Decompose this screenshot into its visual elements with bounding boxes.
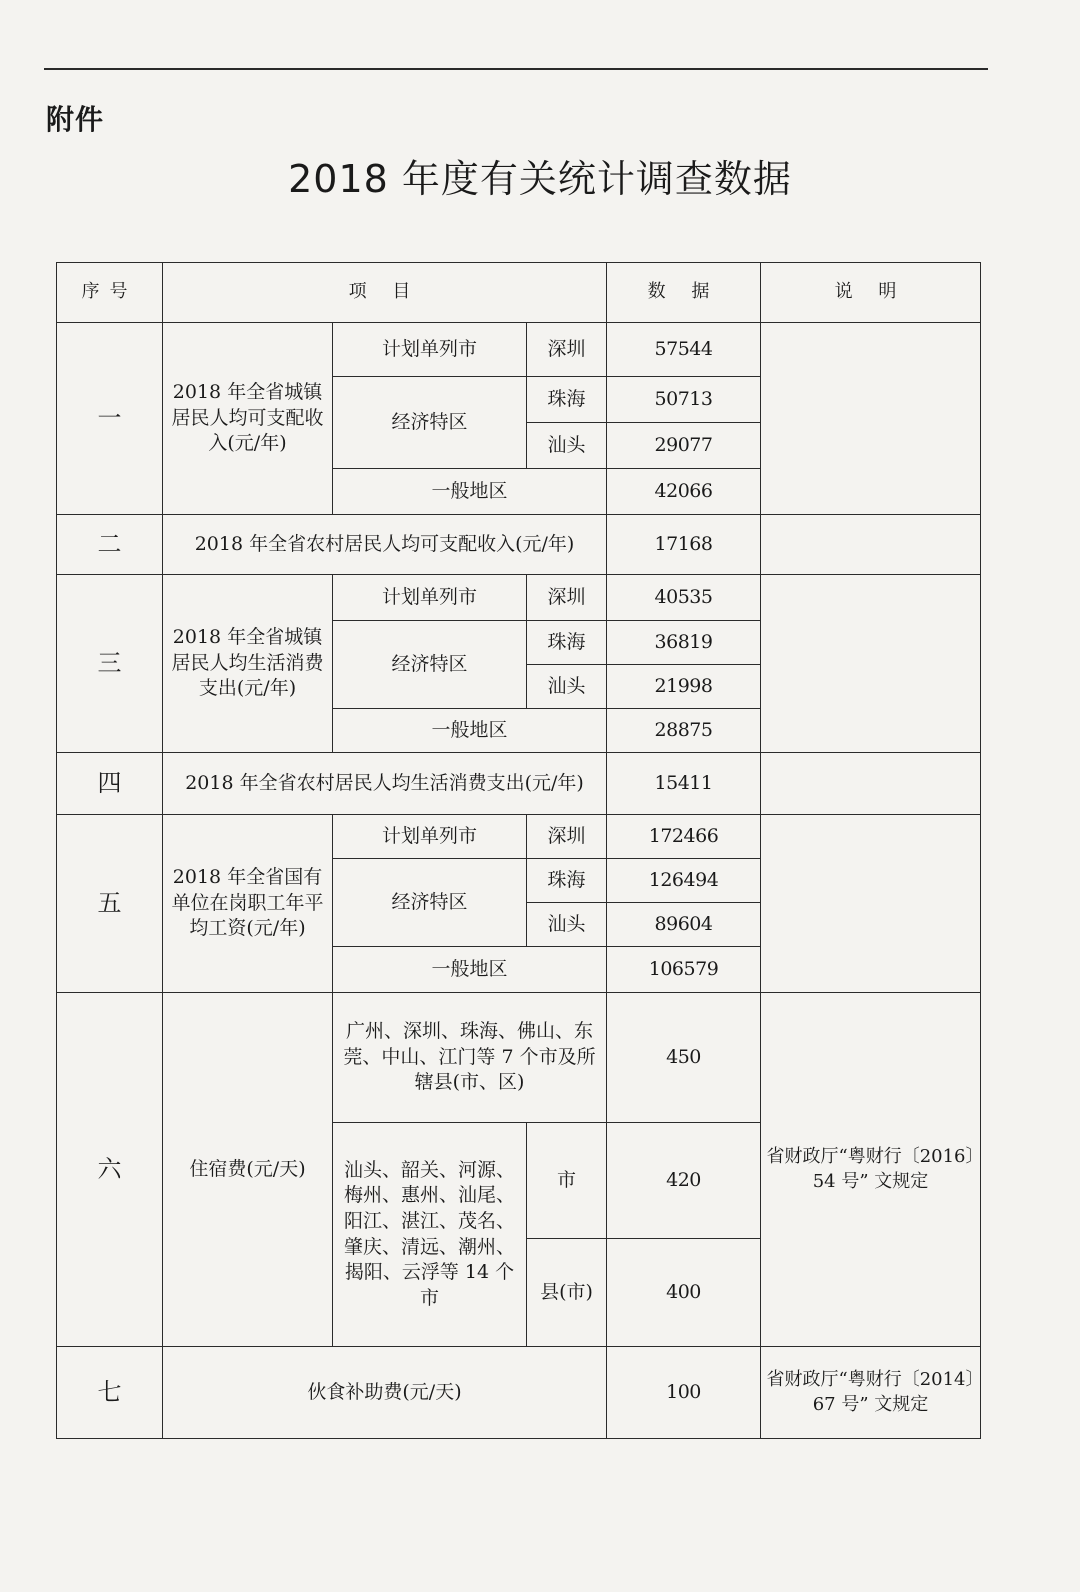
value-cell: 400 xyxy=(607,1239,761,1347)
table-row xyxy=(57,1347,981,1439)
category-plan-city: 计划单列市 xyxy=(333,323,527,377)
row-seq: 四 xyxy=(57,753,163,815)
value-cell: 450 xyxy=(607,993,761,1123)
row-seq: 三 xyxy=(57,575,163,753)
table-row xyxy=(57,815,981,859)
category-general: 一般地区 xyxy=(333,469,607,515)
value-cell: 100 xyxy=(607,1347,761,1439)
note-cell: 省财政厅“粤财行〔2016〕54 号” 文规定 xyxy=(761,993,981,1347)
note-cell: 省财政厅“粤财行〔2014〕67 号” 文规定 xyxy=(761,1347,981,1439)
value-cell: 106579 xyxy=(607,947,761,993)
city-cell: 深圳 xyxy=(527,323,607,377)
city-cell: 汕头 xyxy=(527,423,607,469)
row-label: 2018 年全省城镇居民人均可支配收入(元/年) xyxy=(163,323,333,515)
header-rule xyxy=(44,68,988,70)
table-row xyxy=(57,753,981,815)
city-cell: 汕头 xyxy=(527,903,607,947)
city-cell: 汕头 xyxy=(527,665,607,709)
category-general: 一般地区 xyxy=(333,947,607,993)
row-label: 伙食补助费(元/天) xyxy=(163,1347,607,1439)
table-row xyxy=(57,323,981,377)
table-row xyxy=(57,575,981,621)
table-header-row xyxy=(57,263,981,323)
row-seq: 七 xyxy=(57,1347,163,1439)
category-sez: 经济特区 xyxy=(333,621,527,709)
category-plan-city: 计划单列市 xyxy=(333,815,527,859)
header-seq: 序号 xyxy=(57,263,163,323)
city-cell: 珠海 xyxy=(527,859,607,903)
value-cell: 89604 xyxy=(607,903,761,947)
note-cell xyxy=(761,753,981,815)
region-group-a: 广州、深圳、珠海、佛山、东莞、中山、江门等 7 个市及所辖县(市、区) xyxy=(333,993,607,1123)
region-group-b: 汕头、韶关、河源、梅州、惠州、汕尾、阳江、湛江、茂名、肇庆、清远、潮州、揭阳、云浮等 14 个市 xyxy=(333,1123,527,1347)
row-seq: 一 xyxy=(57,323,163,515)
value-cell: 420 xyxy=(607,1123,761,1239)
value-cell: 40535 xyxy=(607,575,761,621)
document-title: 2018 年度有关统计调查数据 xyxy=(288,157,792,201)
value-cell: 28875 xyxy=(607,709,761,753)
statistics-table xyxy=(56,262,981,1439)
value-cell: 29077 xyxy=(607,423,761,469)
value-cell: 36819 xyxy=(607,621,761,665)
category-plan-city: 计划单列市 xyxy=(333,575,527,621)
attachment-label: 附件 xyxy=(46,103,105,136)
row-label: 2018 年全省农村居民人均可支配收入(元/年) xyxy=(163,515,607,575)
city-cell: 珠海 xyxy=(527,377,607,423)
city-cell: 深圳 xyxy=(527,815,607,859)
value-cell: 126494 xyxy=(607,859,761,903)
table-row xyxy=(57,993,981,1123)
city-cell: 深圳 xyxy=(527,575,607,621)
category-sez: 经济特区 xyxy=(333,859,527,947)
header-data: 数 据 xyxy=(607,263,761,323)
row-label: 2018 年全省农村居民人均生活消费支出(元/年) xyxy=(163,753,607,815)
table-row xyxy=(57,515,981,575)
row-seq: 六 xyxy=(57,993,163,1347)
row-label: 住宿费(元/天) xyxy=(163,993,333,1347)
row-seq: 二 xyxy=(57,515,163,575)
city-level-label: 市 xyxy=(527,1123,607,1239)
row-seq: 五 xyxy=(57,815,163,993)
note-cell xyxy=(761,323,981,515)
value-cell: 21998 xyxy=(607,665,761,709)
header-item: 项 目 xyxy=(163,263,607,323)
value-cell: 17168 xyxy=(607,515,761,575)
value-cell: 15411 xyxy=(607,753,761,815)
city-cell: 珠海 xyxy=(527,621,607,665)
note-cell xyxy=(761,815,981,993)
value-cell: 57544 xyxy=(607,323,761,377)
note-cell xyxy=(761,515,981,575)
category-general: 一般地区 xyxy=(333,709,607,753)
row-label: 2018 年全省城镇居民人均生活消费支出(元/年) xyxy=(163,575,333,753)
row-label: 2018 年全省国有单位在岗职工年平均工资(元/年) xyxy=(163,815,333,993)
value-cell: 172466 xyxy=(607,815,761,859)
note-cell xyxy=(761,575,981,753)
value-cell: 42066 xyxy=(607,469,761,515)
county-level-label: 县(市) xyxy=(527,1239,607,1347)
category-sez: 经济特区 xyxy=(333,377,527,469)
header-note: 说 明 xyxy=(761,263,981,323)
value-cell: 50713 xyxy=(607,377,761,423)
